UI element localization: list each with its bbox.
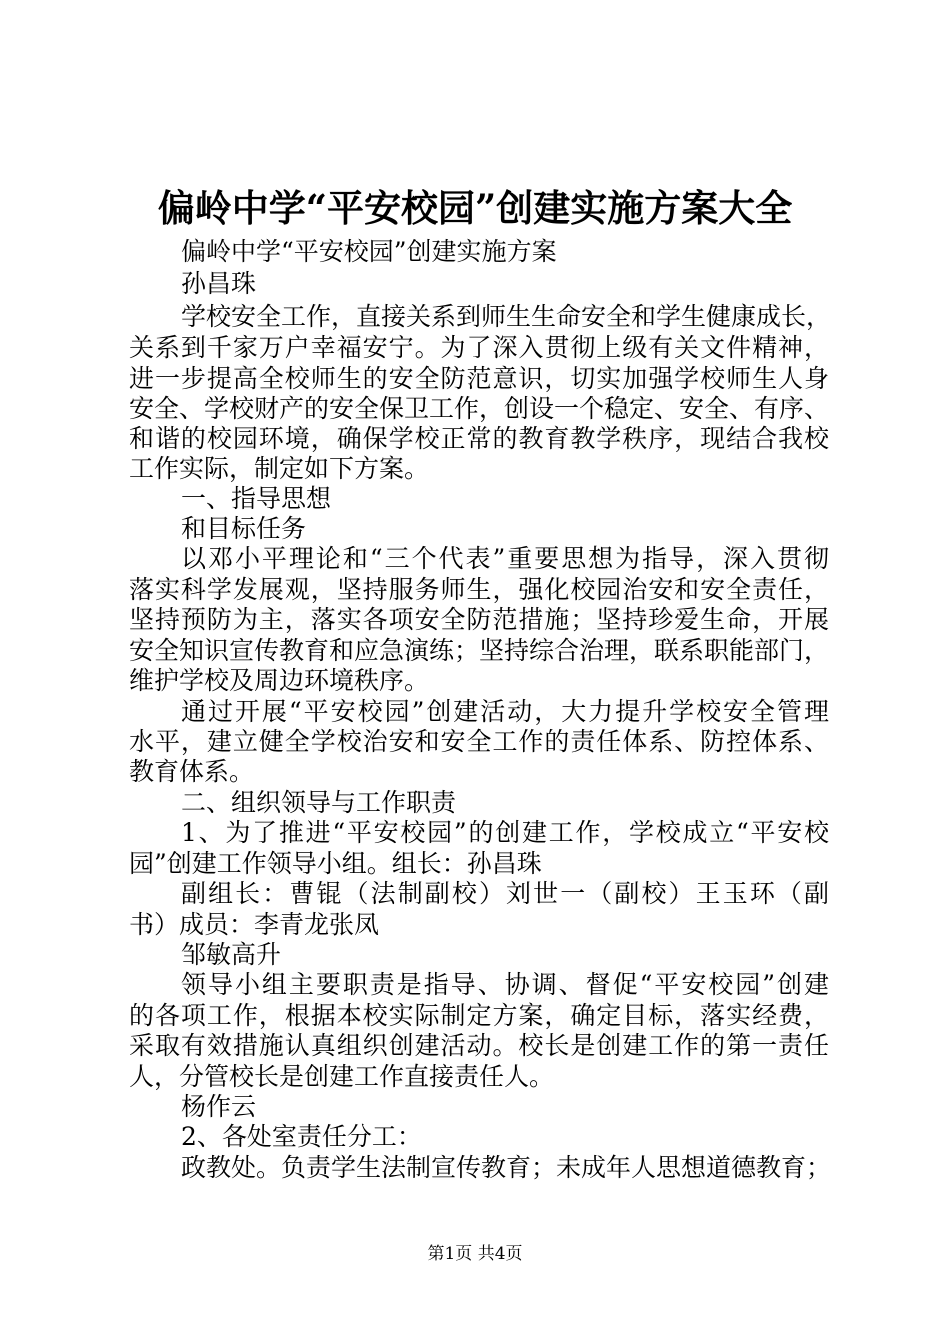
section-heading: 一、指导思想: [181, 484, 332, 513]
text-line: 通过开展“平安校园”创建活动，大力提升学校安全管理: [181, 697, 829, 726]
text-line: 副组长：曹锟（法制副校）刘世一（副校）王玉环（副: [181, 879, 829, 908]
text-line: 人，分管校长是创建工作直接责任人。: [129, 1062, 555, 1091]
text-line: 学校安全工作，直接关系到师生生命安全和学生健康成长，: [181, 302, 832, 331]
text-line: 1、为了推进“平安校园”的创建工作，学校成立“平安校: [181, 818, 829, 847]
text-line: 落实科学发展观，坚持服务师生，强化校园治安和安全责任，: [129, 575, 829, 604]
section-heading: 二、组织领导与工作职责: [181, 788, 457, 817]
text-line: 水平，建立健全学校治安和安全工作的责任体系、防控体系、: [129, 727, 829, 756]
text-line: 进一步提高全校师生的安全防范意识，切实加强学校师生人身: [129, 364, 829, 393]
text-line: 园”创建工作领导小组。组长：孙昌珠: [129, 849, 542, 878]
text-line: 和目标任务: [181, 514, 307, 543]
text-line: 安全、学校财产的安全保卫工作，创设一个稳定、安全、有序、: [129, 394, 830, 423]
subtitle-line: 偏岭中学“平安校园”创建实施方案: [181, 237, 557, 266]
text-line: 和谐的校园环境，确保学校正常的教育教学秩序，现结合我校: [129, 424, 829, 453]
author-line: 孙昌珠: [181, 269, 257, 298]
text-line: 维护学校及周边环境秩序。: [129, 666, 430, 695]
text-line: 安全知识宣传教育和应急演练；坚持综合治理，联系职能部门，: [129, 636, 830, 665]
text-line: 教育体系。: [129, 757, 255, 786]
section-heading: 2、各处室责任分工：: [181, 1122, 422, 1151]
text-line: 坚持预防为主，落实各项安全防范措施；坚持珍爱生命，开展: [129, 605, 829, 634]
text-line: 关系到千家万户幸福安宁。为了深入贯彻上级有关文件精神，: [129, 333, 829, 362]
text-line: 邹敏高升: [181, 940, 282, 969]
text-line: 的各项工作，根据本校实际制定方案，确定目标，落实经费，: [129, 1001, 829, 1030]
text-line: 采取有效措施认真组织创建活动。校长是创建工作的第一责任: [129, 1031, 829, 1060]
text-line: 杨作云: [181, 1092, 257, 1121]
document-title: 偏岭中学“平安校园”创建实施方案大全: [157, 186, 793, 230]
text-line: 政教处。负责学生法制宣传教育；未成年人思想道德教育；: [181, 1153, 832, 1182]
text-line: 工作实际，制定如下方案。: [129, 454, 430, 483]
text-line: 书）成员：李青龙张凤: [129, 910, 380, 939]
text-line: 以邓小平理论和“三个代表”重要思想为指导，深入贯彻: [181, 544, 829, 573]
text-line: 领导小组主要职责是指导、协调、督促“平安校园”创建: [181, 970, 829, 999]
page-footer: 第1页 共4页: [427, 1244, 523, 1264]
